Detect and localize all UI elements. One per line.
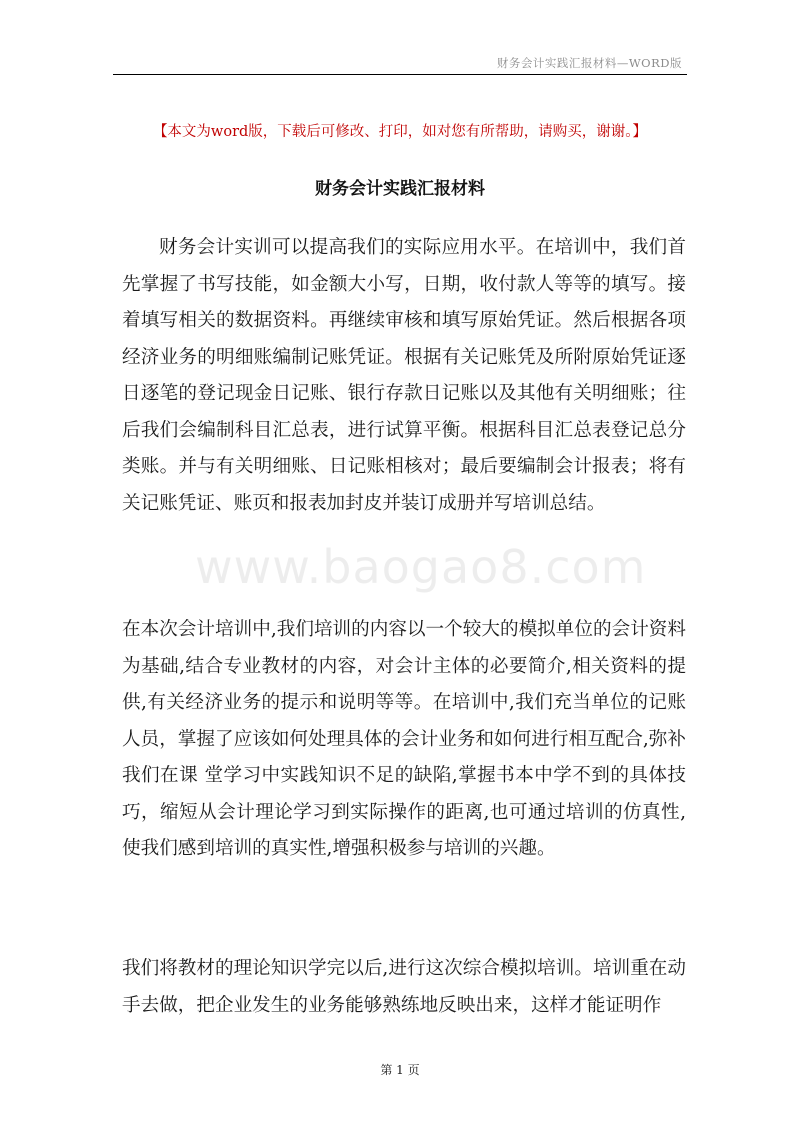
- document-title: 财务会计实践汇报材料: [315, 179, 485, 199]
- body-paragraph-1: 财务会计实训可以提高我们的实际应用水平。在培训中，我们首先掌握了书写技能，如金额大小写，日期，收付款人等等的填写。接着填写相关的数据资料。再继续审核和填写原始凭证。然后根据各项经济业务的明细账编制记账凭证。根据有关记账凭及所附原始凭证逐日逐笔的登记现金日记账、银行存款日记账以及其他有关明细账；往后我们会编制科目汇总表，进行试算平衡。根据科目汇总表登记总分类账。并与有关明细账、日记账相核对；最后要编制会计报表；将有关记账凭证、账页和报表加封皮并装订成册并写培训总结。: [122, 237, 686, 514]
- download-notice: 【本文为word版，下载后可修改、打印，如对您有所帮助，请购买，谢谢。】: [152, 124, 648, 140]
- body-paragraph-2: 在本次会计培训中,我们培训的内容以一个较大的模拟单位的会计资料为基础,结合专业教材的内容，对会计主体的必要简介,相关资料的提供,有关经济业务的提示和说明等等。在培训中,我们充当单位的记账人员，掌握了应该如何处理具体的会计业务和如何进行相互配合,弥补我们在课 堂学习中实践知识不足的缺陷,掌握书本中学不到的具体技巧，缩短从会计理论学习到实际操作的距离,也可通过培训的仿真性,使我们感到培训的真实性,增强积极参与培训的兴趣。: [122, 619, 686, 859]
- running-header: 财务会计实践汇报材料—WORD版: [496, 56, 682, 70]
- page-number: 第 1 页: [380, 1063, 420, 1077]
- body-paragraph-3: 我们将教材的理论知识学完以后,进行这次综合模拟培训。培训重在动手去做，把企业发生的业务能够熟练地反映出来，这样才能证明作: [122, 958, 686, 1016]
- header-divider: [113, 74, 687, 75]
- watermark: www.baogao8.com: [195, 540, 647, 594]
